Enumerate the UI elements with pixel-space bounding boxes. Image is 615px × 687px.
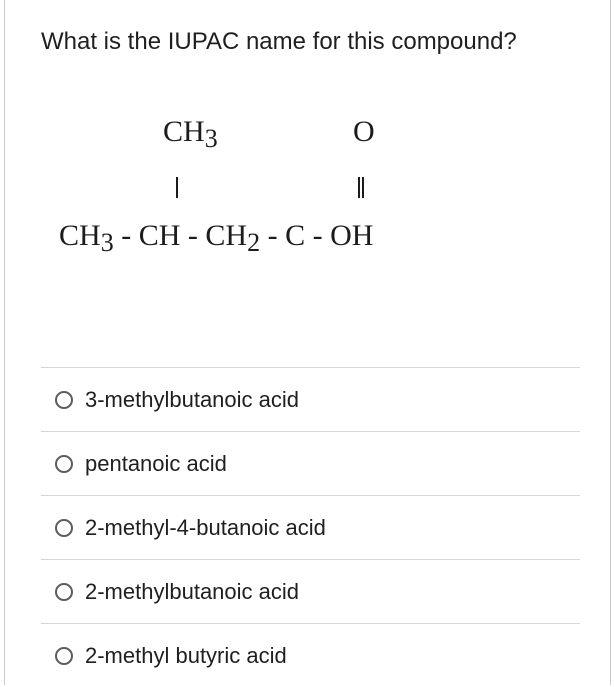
answer-options	[41, 367, 580, 687]
single-bond	[176, 177, 178, 198]
double-bond	[357, 177, 365, 198]
option-2-methylbutanoic-acid[interactable]	[41, 560, 580, 623]
question-text: What is the IUPAC name for this compound?	[41, 28, 517, 55]
chain-c2: CH	[138, 219, 181, 252]
option-label: 2-methyl-4-butanoic acid	[85, 514, 326, 540]
carbonyl-oxygen: O	[353, 115, 375, 148]
main-chain	[59, 218, 374, 257]
radio-button[interactable]	[55, 455, 73, 473]
chain-dash: -	[187, 219, 198, 252]
question-card	[4, 0, 611, 685]
option-2-methyl-butyric-acid[interactable]	[41, 624, 580, 687]
option-3-methylbutanoic-acid[interactable]	[41, 368, 580, 431]
chain-dash: -	[267, 219, 278, 252]
option-pentanoic-acid[interactable]	[41, 432, 580, 495]
chain-c4: C	[285, 219, 306, 252]
chain-c1: $CH_3$	[59, 219, 114, 257]
chain-dash: -	[312, 219, 323, 252]
radio-button[interactable]	[55, 647, 73, 665]
option-label: 2-methylbutanoic acid	[85, 578, 300, 604]
chain-dash: -	[121, 219, 132, 252]
radio-button[interactable]	[55, 519, 73, 537]
radio-button[interactable]	[55, 391, 73, 409]
structural-formula	[5, 0, 612, 330]
option-label: 2-methyl butyric acid	[85, 642, 287, 668]
radio-button[interactable]	[55, 583, 73, 601]
option-label: 3-methylbutanoic acid	[85, 386, 300, 412]
branch-methyl-group: $CH_3$	[163, 115, 218, 153]
option-2-methyl-4-butanoic-acid[interactable]	[41, 496, 580, 559]
option-label: pentanoic acid	[85, 450, 227, 476]
chain-oh: OH	[330, 219, 374, 252]
chain-c3: $CH_2$	[205, 219, 261, 257]
